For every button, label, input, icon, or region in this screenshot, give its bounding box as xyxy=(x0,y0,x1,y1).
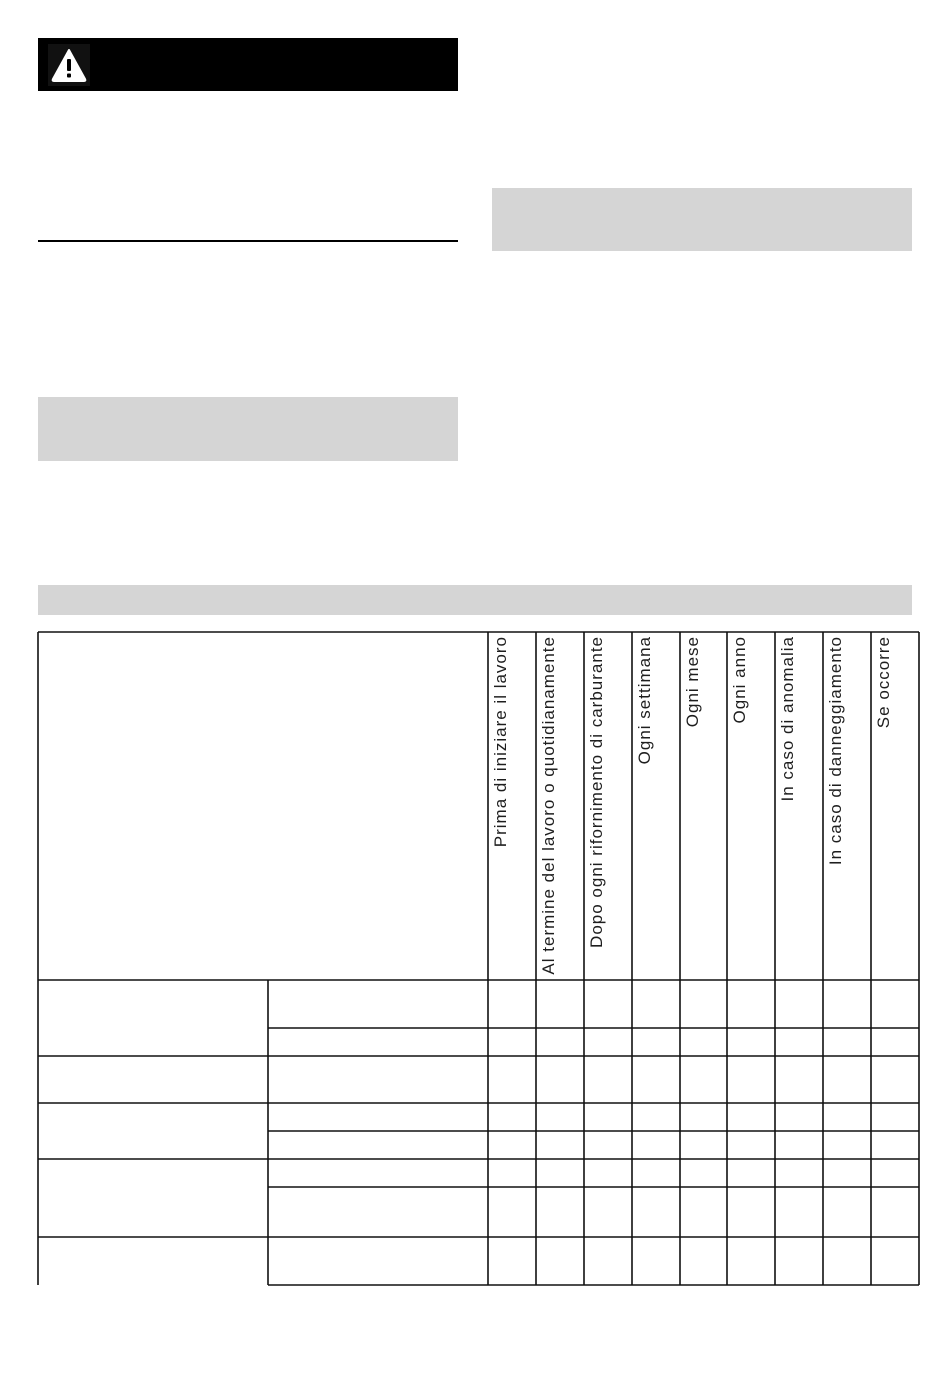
header-dopo-rifornimento: Dopo ogni rifornimento di carburante xyxy=(587,636,606,948)
header-in-caso-di-danneggiamento: In caso di danneggiamento xyxy=(826,636,845,866)
header-prima-di-iniziare: Prima di iniziare il lavoro xyxy=(491,636,510,848)
header-in-caso-di-anomalia: In caso di anomalia xyxy=(778,636,797,802)
header-al-termine: Al termine del lavoro o quotidianamente xyxy=(539,636,558,975)
header-ogni-anno: Ogni anno xyxy=(730,636,749,724)
table-header-labels xyxy=(491,636,893,975)
header-ogni-mese: Ogni mese xyxy=(683,636,702,728)
header-ogni-settimana: Ogni settimana xyxy=(635,636,654,765)
header-se-occorre: Se occorre xyxy=(874,636,893,729)
